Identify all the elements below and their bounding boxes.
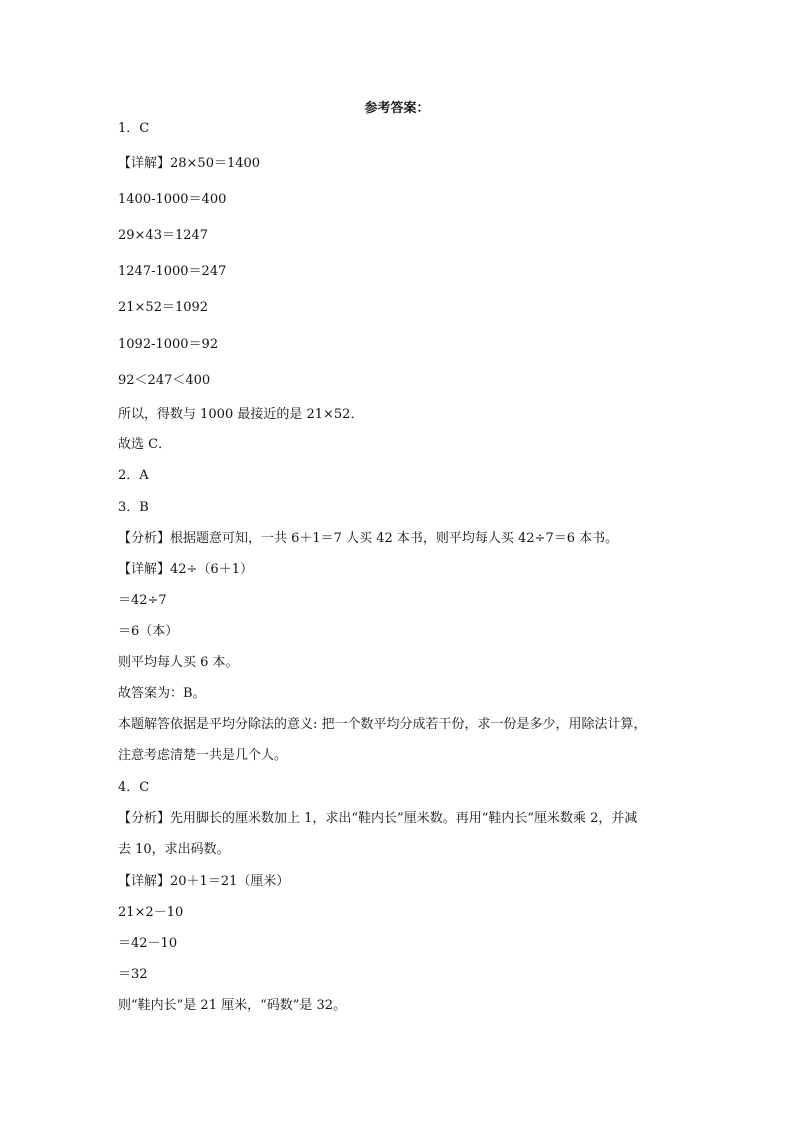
page-title: 参考答案： (364, 101, 430, 116)
answer-number-1: 1．C (118, 121, 150, 136)
answer-number-2: 2．A (118, 468, 149, 483)
analysis-line: 去 10，求出码数。 (118, 842, 230, 857)
calc-line: 1092-1000＝92 (118, 337, 219, 352)
analysis-line: 【分析】根据题意可知，一共 6＋1＝7 人买 42 本书，则平均每人买 42÷7＝6 本书。 (118, 531, 619, 546)
detail-line: 【详解】42÷（6＋1） (118, 562, 253, 577)
result-line: 则平均每人买 6 本。 (118, 655, 239, 670)
explanation-line: 本题解答依据是平均分除法的意义: 把一个数平均分成若干份，求一份是多少，用除法计算， (118, 717, 647, 732)
analysis-line: 【分析】先用脚长的厘米数加上 1，求出“鞋内长”厘米数。再用“鞋内长”厘米数乘 2，并减 (118, 811, 638, 826)
calc-line: 21×52＝1092 (118, 300, 209, 315)
calc-line: ＝42－10 (118, 936, 178, 951)
conclusion-line: 所以，得数与 1000 最接近的是 21×52． (118, 407, 364, 422)
calc-line: 21×2－10 (118, 905, 184, 920)
calc-line: 29×43＝1247 (118, 228, 209, 243)
answer-number-3: 3．B (118, 500, 149, 515)
calc-line: 1247-1000＝247 (118, 264, 227, 279)
detail-line: 【详解】20＋1＝21（厘米） (118, 874, 290, 889)
result-line: 则“鞋内长”是 21 厘米，“码数”是 32。 (118, 998, 347, 1013)
explanation-line: 注意考虑清楚一共是几个人。 (118, 748, 288, 763)
calc-line: ＝42÷7 (118, 593, 167, 608)
choice-line: 故答案为：B。 (118, 686, 206, 701)
calc-line: 92＜247＜400 (118, 373, 211, 388)
calc-line: ＝32 (118, 967, 148, 982)
calc-line: ＝6（本） (118, 624, 179, 639)
detail-line: 【详解】28×50＝1400 (118, 156, 261, 171)
answer-number-4: 4．C (118, 780, 150, 795)
choice-line: 故选 C． (118, 437, 172, 452)
calc-line: 1400-1000＝400 (118, 192, 227, 207)
